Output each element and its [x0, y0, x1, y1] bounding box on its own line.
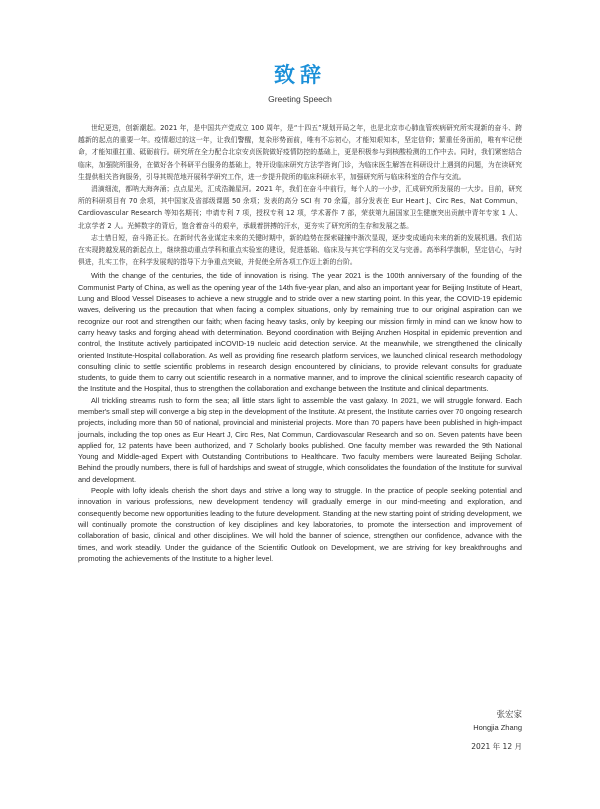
- signature-block: [471, 708, 522, 754]
- page-title: 致辞: [274, 63, 326, 87]
- en-paragraph: With the change of the centuries, the tide of innovation is rising. The year 2021 is the 100th anniversary of the founding of the Communist Party of China, as well as the opening year of the 14th five-year plan, and also an important year for Beijing Institute of Heart, Lung and Blood Vessel Diseases to achieve a new struggle and to stride over a new starting point. In this year, the COVID-19 epidemic waves, delivering us the precaution that when facing a complex situations, only by remaining true to our original aspiration can we recognize our root and strengthen our faith; when facing heavy tasks, only by keeping our mission firmly in mind can we know how to carry heavy tasks and forging ahead with determination. Beyond coordination with Beijing Anzhen Hospital in epidemic prevention and control, the Institute actively participated inCOVID-19 nucleic acid detection service. At the meanwhile, we strengthened the clinically oriented Institute-Hospital collaboration. As well as providing fine research platform services, we launched clinical research methodology consulting clinic to settle scientific problems in research design encountered by clinicians, to provide relevant consults for graduate students, to guide them to carry out scientific research in a normative manner, and to improve the clinical scientific research capacity of the Institute and the Hospital, thus to strengthen the collaboration and exchange between the Institute and clinical departments.: [78, 271, 522, 394]
- signature-name-zh: 张宏家: [496, 710, 522, 720]
- signature-name-en: Hongjia Zhang: [473, 723, 522, 732]
- zh-paragraph: 世纪更迭，创新潮起。2021 年，是中国共产党成立 100 周年，是“十四五”规划开局之年，也是北京市心肺血管疾病研究所实现新的奋斗、跨越新的起点的重要一年。疫情超过的这一年，让我们警醒，复杂形势面前，唯有不忘初心，才能知艰知本，坚定信仰；繁重任务面前，唯有牢记使命，才能知重扛重、砥砺前行。研究所在全力配合北京安贞医院做好疫情防控的基础上，更是积极参与到核酸检测的工作中去。同时，我们紧密结合临床，加强院所服务，在做好各个科研平台服务的基础上，特开设临床研究方法学咨询门诊，为临床医生解答在科研设计上遇到的问题，为在读研究生提供相关咨询服务，引导其规范地开展科学研究工作，进一步提升院所的临床科研水平，加强研究所与临床科室的合作与交流。: [78, 124, 522, 181]
- page-subtitle: Greeting Speech: [268, 94, 332, 104]
- zh-paragraph: 涓滴细流，都呐大海奔涌；点点星光，汇成浩瀚星河。2021 年，我们在奋斗中前行，每个人的一小步，汇成研究所发展的一大步。目前，研究所的科研项目有 70 余项，其中国家及省部级课题 50 余项；发表的高分 SCI 有 70 余篇，部分发表在 Eur Heart J、Circ Res、Nat Commun、Cardiovascular Research 等知名期刊；申请专利 7 项，授权专利 12 项，学术著作 7 部，荣获第九届国家卫生健康突出贡献中青年专家 1 人、北京学者 2 人。光鲜数字的背后，饱含着奋斗的艰辛，承载着拼搏的汗水，更夯实了研究所的生存和发展之基。: [78, 185, 522, 230]
- zh-paragraph: 志士惜日短，奋斗路正长。在新时代各业谋定未来的关键时期中，新的趋势在探索碰撞中渐次显现，逐步变成通向未来的新的发展机遇。我们站在实现跨越发展的新起点上，继续推动重点学科和重点实验室的建设，促进基础、临床及与其它学科的交叉与完善。高举科学旗帜，坚定信心，与时俱进，扎实工作，在科学发展观的指导下力争重点突破，并促使全所各项工作迈上新的台阶。: [78, 233, 522, 267]
- en-paragraph: People with lofty ideals cherish the short days and strive a long way to struggle. In the practice of people seeking potential and innovation in various professions, new development tendency will gradually emerge in our mind-meeting and exploration, and consequently become new opportunities leading to the future development. Standing at the new starting point of striding development, we will continually promote the construction of key disciplines and key laboratories, to promote the intersection and improvement of collaboration of basic, clinical and other disciplines. We will hold the banner of science, strengthen our confidence, advance with the times, and work steadily. Under the guidance of the Scientific Outlook on Development, we are striving for key breakthroughs and promoting the achievements of the Institute to a higher level.: [78, 486, 522, 563]
- signature-date: 2021 年 12 月: [471, 742, 522, 751]
- speech-body: [78, 122, 522, 564]
- en-paragraph: All trickling streams rush to form the sea; all little stars light to assemble the vast galaxy. In 2021, we will struggle forward. Each member's small step will converge a big step in the development of the Institute. At present, the Institute carries over 70 ongoing research projects, including more than 50 of national, provincial and ministerial projects. More than 70 papers have been published in high-impact journals, including the top ones as Eur Heart J, Circ Res, Nat Commun, Cardiovascular Research and so on. Seven patents have been applied for, 12 patents have been authorized, and 7 Scholarly books published. One faculty member was rewarded the 9th National Young and Middle-aged Expert with Outstanding Contributions to Healthcare. Two faculty members were laureated Beijing Scholar. Behind the proudly numbers, there is full of hardships and sweat of struggle, which consolidates the foundation of the Institute for survival and development.: [78, 395, 522, 484]
